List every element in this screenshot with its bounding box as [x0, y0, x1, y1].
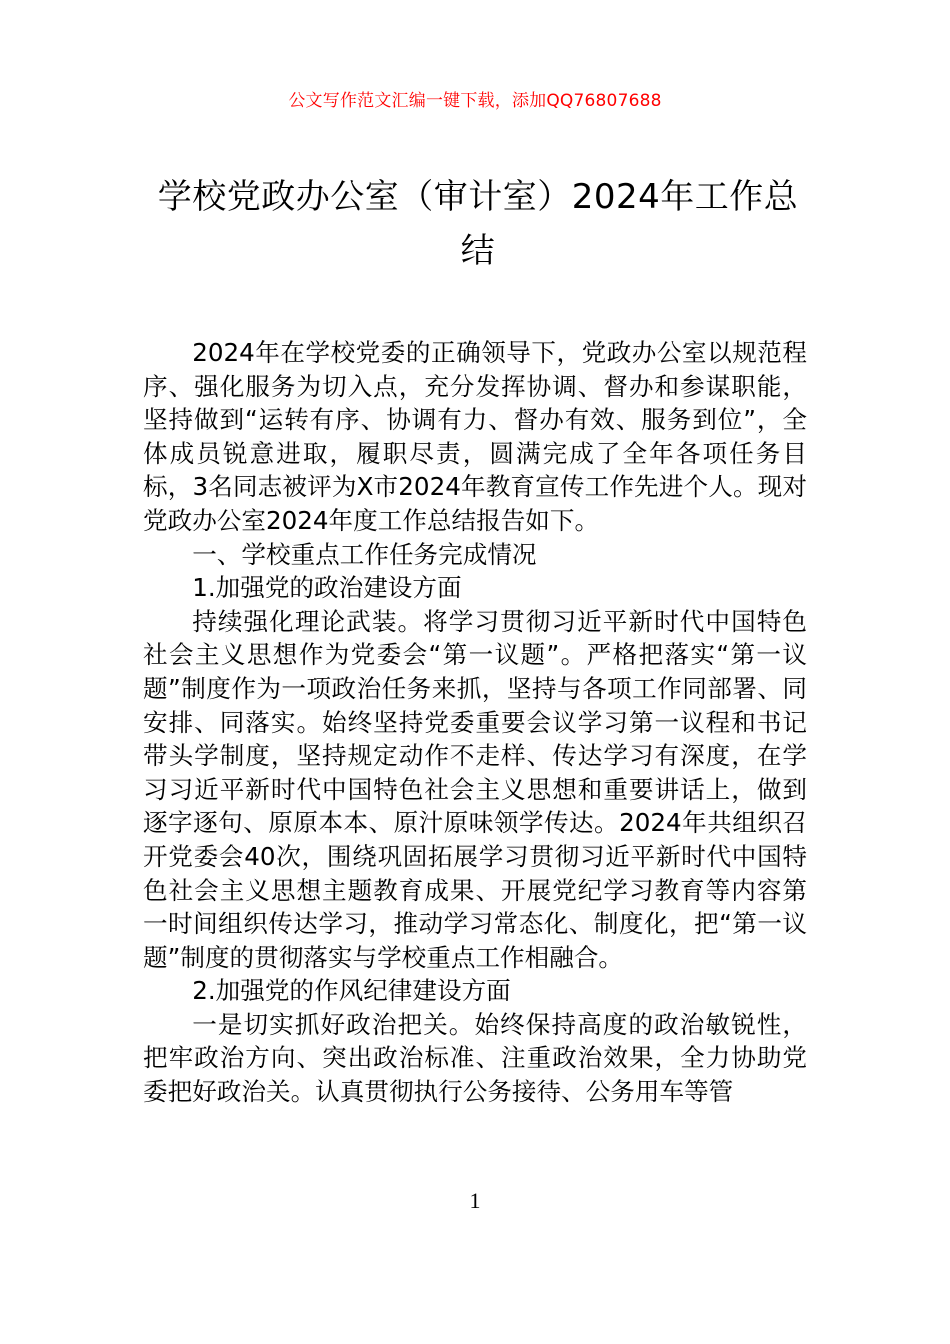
- body-paragraph: 持续强化理论武装。将学习贯彻习近平新时代中国特色社会主义思想作为党委会“第一议题”。严格把落实“第一议题”制度作为一项政治任务来抓，坚持与各项工作同部署、同安排、同落实。始终坚持党委重要会议学习第一议程和书记带头学制度，坚持规定动作不走样、传达学习有深度，在学习习近平新时代中国特色社会主义思想和重要讲话上，做到逐字逐句、原原本本、原汁原味领学传达。2024年共组织召开党委会40次，围绕巩固拓展学习贯彻习近平新时代中国特色社会主义思想主题教育成果、开展党纪学习教育等内容第一时间组织传达学习，推动学习常态化、制度化，把“第一议题”制度的贯彻落实与学校重点工作相融合。: [143, 606, 807, 972]
- intro-paragraph: 2024年在学校党委的正确领导下，党政办公室以规范程序、强化服务为切入点，充分发挥协调、督办和参谋职能，坚持做到“运转有序、协调有力、督办有效、服务到位”，全体成员锐意进取，履职尽责，圆满完成了全年各项任务目标，3名同志被评为X市2024年教育宣传工作先进个人。现对党政办公室2024年度工作总结报告如下。: [143, 338, 807, 535]
- page-number: 1: [469, 1188, 481, 1213]
- subsection-heading-1: 1.加强党的政治建设方面: [192, 573, 462, 603]
- section-heading-1: 一、学校重点工作任务完成情况: [192, 539, 537, 569]
- download-note: 公文写作范文汇编一键下载，添加QQ76807688: [288, 91, 662, 111]
- document-body: [143, 336, 807, 1109]
- page-title: 学校党政办公室（审计室）2024年工作总结: [157, 177, 799, 271]
- body-paragraph: 一是切实抓好政治把关。始终保持高度的政治敏锐性，把牢政治方向、突出政治标准、注重政治效果，全力协助党委把好政治关。认真贯彻执行公务接待、公务用车等管: [143, 1009, 807, 1107]
- subsection-heading-2: 2.加强党的作风纪律建设方面: [192, 976, 511, 1006]
